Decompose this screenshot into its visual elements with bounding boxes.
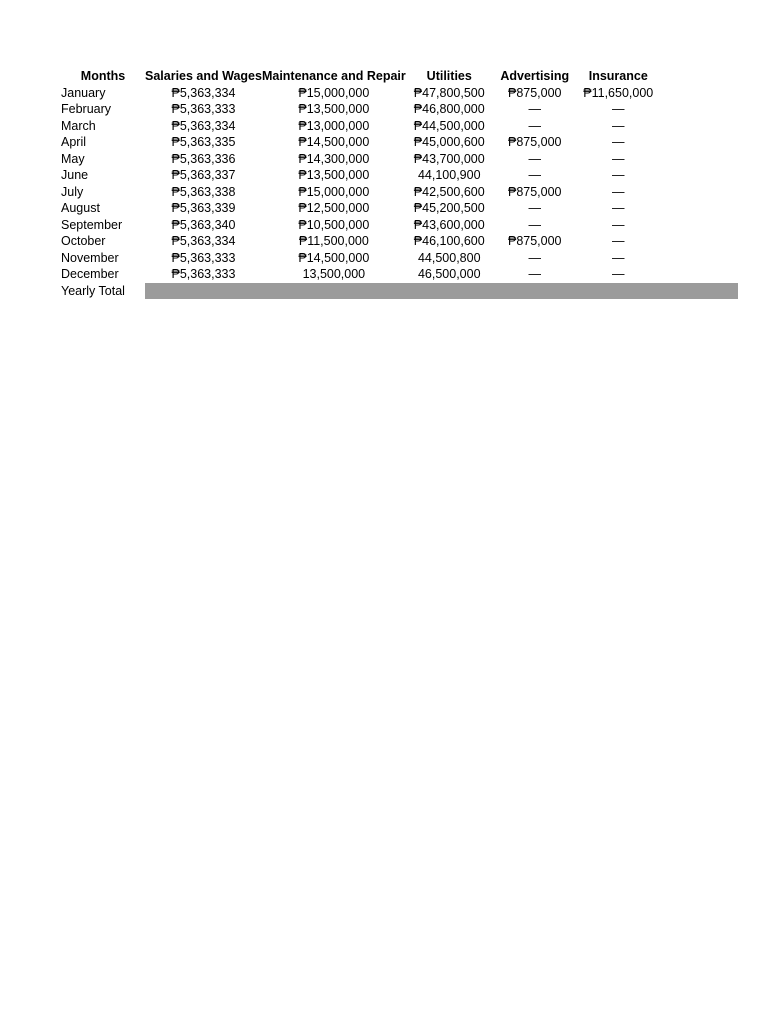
expense-table (61, 68, 738, 299)
table-row (61, 184, 738, 201)
advertising-cell[interactable]: ₱875,000 (507, 234, 562, 248)
table-row (61, 233, 738, 250)
month-cell[interactable]: July (61, 184, 84, 199)
empty-cell[interactable] (660, 266, 738, 283)
table-row (61, 200, 738, 217)
empty-cell[interactable] (660, 200, 738, 217)
total-advertising-cell[interactable] (493, 283, 577, 300)
table-row (61, 101, 738, 118)
utilities-cell[interactable]: ₱43,700,000 (413, 151, 485, 166)
table-row (61, 266, 738, 283)
month-cell[interactable]: October (61, 234, 106, 248)
total-utilities-cell[interactable] (406, 283, 493, 300)
header-row (61, 68, 738, 85)
header-empty[interactable] (660, 68, 738, 85)
maintenance-cell[interactable]: ₱14,300,000 (298, 151, 370, 166)
maintenance-cell[interactable]: ₱12,500,000 (298, 201, 370, 215)
salaries-cell[interactable]: ₱5,363,340 (171, 217, 236, 232)
header-advertising[interactable]: Advertising (500, 69, 570, 83)
salaries-cell[interactable]: ₱5,363,334 (171, 118, 236, 133)
advertising-cell[interactable]: — (528, 201, 541, 215)
header-insurance[interactable]: Insurance (588, 69, 648, 83)
total-label[interactable]: Yearly Total (61, 283, 125, 298)
advertising-cell[interactable]: — (528, 118, 541, 133)
empty-cell[interactable] (660, 118, 738, 135)
utilities-cell[interactable]: 44,100,900 (417, 168, 481, 182)
table-row (61, 151, 738, 168)
utilities-cell[interactable]: ₱43,600,000 (413, 217, 485, 232)
maintenance-cell[interactable]: ₱13,500,000 (298, 168, 370, 182)
month-cell[interactable]: December (61, 267, 119, 281)
total-empty-cell[interactable] (660, 283, 738, 300)
insurance-cell[interactable]: — (612, 151, 625, 166)
advertising-cell[interactable]: — (528, 102, 541, 116)
empty-cell[interactable] (660, 151, 738, 168)
maintenance-cell[interactable]: ₱14,500,000 (298, 250, 370, 265)
table-row (61, 250, 738, 267)
salaries-cell[interactable]: ₱5,363,337 (171, 168, 236, 182)
utilities-cell[interactable]: ₱47,800,500 (413, 85, 485, 100)
insurance-cell[interactable]: — (612, 267, 625, 281)
total-salaries-cell[interactable] (145, 283, 262, 300)
month-cell[interactable]: April (61, 135, 87, 149)
month-cell[interactable]: March (61, 118, 96, 133)
utilities-cell[interactable]: ₱46,800,000 (413, 102, 485, 116)
table-row (61, 217, 738, 234)
month-cell[interactable]: January (61, 85, 106, 100)
maintenance-cell[interactable]: ₱15,000,000 (298, 85, 370, 100)
month-cell[interactable]: May (61, 151, 85, 166)
month-cell[interactable]: September (61, 217, 123, 232)
utilities-cell[interactable]: ₱45,000,600 (413, 135, 485, 149)
salaries-cell[interactable]: ₱5,363,333 (171, 250, 236, 265)
advertising-cell[interactable]: ₱875,000 (507, 135, 562, 149)
empty-cell[interactable] (660, 217, 738, 234)
header-maintenance[interactable]: Maintenance and Repair (261, 69, 406, 83)
header-utilities[interactable]: Utilities (426, 69, 472, 83)
maintenance-cell[interactable]: ₱15,000,000 (298, 184, 370, 199)
total-insurance-cell[interactable] (577, 283, 660, 300)
utilities-cell[interactable]: 44,500,800 (417, 250, 481, 265)
advertising-cell[interactable]: ₱875,000 (507, 184, 562, 199)
utilities-cell[interactable]: ₱46,100,600 (413, 234, 485, 248)
month-cell[interactable]: August (61, 201, 100, 215)
empty-cell[interactable] (660, 250, 738, 267)
total-maintenance-cell[interactable] (262, 283, 406, 300)
table-row (61, 167, 738, 184)
insurance-cell[interactable]: — (612, 135, 625, 149)
salaries-cell[interactable]: ₱5,363,333 (171, 102, 236, 116)
empty-cell[interactable] (660, 167, 738, 184)
advertising-cell[interactable]: — (528, 217, 541, 232)
utilities-cell[interactable]: ₱45,200,500 (413, 201, 485, 215)
utilities-cell[interactable]: ₱42,500,600 (413, 184, 485, 199)
advertising-cell[interactable]: — (528, 250, 541, 265)
salaries-cell[interactable]: ₱5,363,336 (171, 151, 236, 166)
maintenance-cell[interactable]: ₱11,500,000 (298, 234, 369, 248)
salaries-cell[interactable]: ₱5,363,334 (171, 85, 236, 100)
maintenance-cell[interactable]: ₱10,500,000 (298, 217, 370, 232)
empty-cell[interactable] (660, 85, 738, 102)
advertising-cell[interactable]: — (528, 168, 541, 182)
insurance-cell[interactable]: — (612, 217, 625, 232)
utilities-cell[interactable]: 46,500,000 (417, 267, 481, 281)
maintenance-cell[interactable]: ₱14,500,000 (298, 135, 370, 149)
advertising-cell[interactable]: ₱875,000 (507, 85, 562, 100)
maintenance-cell[interactable]: ₱13,500,000 (298, 102, 370, 116)
empty-cell[interactable] (660, 184, 738, 201)
salaries-cell[interactable]: ₱5,363,339 (171, 201, 236, 215)
insurance-cell[interactable]: — (612, 201, 625, 215)
table-row (61, 85, 738, 102)
advertising-cell[interactable]: — (528, 267, 541, 281)
salaries-cell[interactable]: ₱5,363,335 (171, 135, 236, 149)
maintenance-cell[interactable]: ₱13,000,000 (298, 118, 370, 133)
insurance-cell[interactable]: — (612, 102, 625, 116)
maintenance-cell[interactable]: 13,500,000 (302, 267, 366, 281)
insurance-cell[interactable]: — (612, 234, 625, 248)
header-months[interactable]: Months (80, 69, 126, 83)
insurance-cell[interactable]: — (612, 118, 625, 133)
insurance-cell[interactable]: ₱11,650,000 (583, 85, 654, 100)
empty-cell[interactable] (660, 233, 738, 250)
month-cell[interactable]: June (61, 168, 89, 182)
month-cell[interactable]: February (61, 102, 112, 116)
insurance-cell[interactable]: — (612, 168, 625, 182)
insurance-cell[interactable]: — (612, 250, 625, 265)
salaries-cell[interactable]: ₱5,363,334 (171, 234, 236, 248)
advertising-cell[interactable]: — (528, 151, 541, 166)
salaries-cell[interactable]: ₱5,363,333 (171, 267, 236, 281)
salaries-cell[interactable]: ₱5,363,338 (171, 184, 236, 199)
month-cell[interactable]: November (61, 250, 119, 265)
total-row (61, 283, 738, 300)
header-salaries[interactable]: Salaries and Wages (145, 69, 262, 83)
empty-cell[interactable] (660, 134, 738, 151)
table-row (61, 134, 738, 151)
empty-cell[interactable] (660, 101, 738, 118)
utilities-cell[interactable]: ₱44,500,000 (413, 118, 485, 133)
table-row (61, 118, 738, 135)
insurance-cell[interactable]: — (612, 184, 625, 199)
